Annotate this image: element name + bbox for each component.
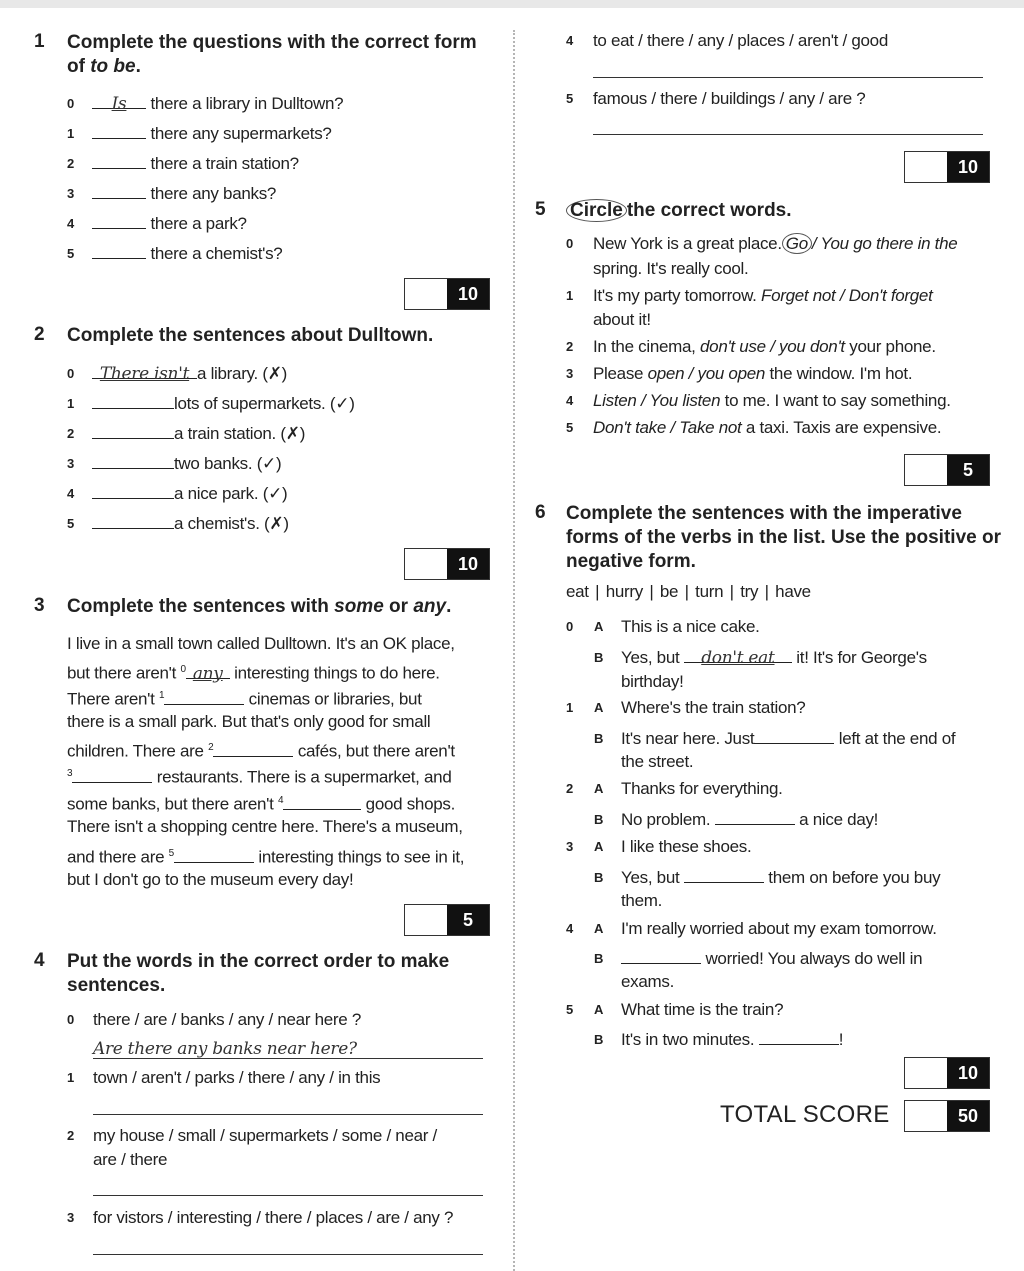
word-choice[interactable]: Listen / You listen [593, 391, 721, 410]
answer-line[interactable] [93, 1058, 483, 1059]
answer-line[interactable] [93, 1114, 483, 1115]
answer-blank[interactable] [92, 452, 174, 469]
question-3: there any banks? [92, 182, 276, 206]
score-box: 10 [404, 548, 490, 580]
sentence-0: New York is a great place. Go / You go there in the [593, 234, 958, 253]
word-prompt: town / aren't / parks / there / any / in this [93, 1068, 381, 1087]
word-prompt: for vistors / interesting / there / places / are / any ? [93, 1208, 454, 1227]
section-title: Complete the sentences with the imperative [566, 503, 962, 524]
sentence-1: It's my party tomorrow. Forget not / Don't forget [593, 286, 933, 305]
answer-blank[interactable] [715, 808, 795, 825]
question-5: there a chemist's? [92, 242, 282, 266]
answer-blank[interactable] [92, 392, 174, 409]
score-box: 5 [904, 454, 990, 486]
column-divider [513, 30, 515, 1271]
answer-blank[interactable] [92, 212, 146, 229]
sample-answer: Are there any banks near here? [93, 1039, 357, 1059]
answer-blank[interactable] [92, 482, 174, 499]
word-prompt: to eat / there / any / places / aren't / good [593, 31, 888, 50]
sentence-4: a nice park. (✓) [92, 482, 287, 506]
section-number: 3 [34, 595, 45, 616]
question-1: there any supermarkets? [92, 122, 332, 146]
word-choice[interactable]: open / you open [647, 364, 766, 383]
answer-line[interactable] [93, 1254, 483, 1255]
question-2: there a train station? [92, 152, 299, 176]
answer-line[interactable] [93, 1195, 483, 1196]
answer-blank[interactable] [759, 1028, 839, 1045]
answer-blank[interactable] [684, 866, 764, 883]
answer-blank[interactable] [174, 846, 254, 863]
sentence-2: In the cinema, don't use / you don't your phone. [593, 337, 936, 356]
word-prompt: my house / small / supermarkets / some / near / [93, 1126, 437, 1145]
score-box: 5 [404, 904, 490, 936]
answer-blank[interactable] [164, 688, 244, 705]
score-box: 10 [904, 1057, 990, 1089]
answer-blank[interactable] [621, 947, 701, 964]
top-edge [0, 0, 1024, 8]
section-title: Complete the sentences with some or any. [67, 596, 452, 617]
answer-blank[interactable] [92, 512, 174, 529]
section-title: Circle the correct words. [566, 199, 792, 223]
answer-blank[interactable] [283, 793, 361, 810]
section-title: Put the words in the correct order to make [67, 951, 450, 972]
answer-blank[interactable] [92, 422, 174, 439]
sentence-0: There isn't a library. (✗) [92, 362, 287, 386]
answer-blank[interactable] [754, 727, 834, 744]
answer-blank[interactable] [92, 122, 146, 139]
score-box: 10 [904, 151, 990, 183]
word-prompt: famous / there / buildings / any / are ? [593, 89, 866, 108]
total-score-box: 50 [904, 1100, 990, 1132]
section-number: 4 [34, 950, 45, 971]
answer-line[interactable] [593, 77, 983, 78]
question-4: there a park? [92, 212, 247, 236]
sentence-5: Don't take / Take not a taxi. Taxis are expensive. [593, 418, 942, 437]
section-title: Complete the sentences about Dulltown. [67, 325, 434, 346]
sentence-2: a train station. (✗) [92, 422, 305, 446]
answer-blank[interactable] [92, 182, 146, 199]
answer-blank[interactable] [213, 740, 293, 757]
sentence-4: Listen / You listen to me. I want to say something. [593, 391, 951, 410]
answer-blank[interactable] [92, 152, 146, 169]
sentence-1: lots of supermarkets. (✓) [92, 392, 355, 416]
answer-blank[interactable] [92, 242, 146, 259]
section-number: 5 [535, 199, 546, 220]
word-choice[interactable]: Don't take / Take not [593, 418, 742, 437]
question-0: Is there a library in Dulltown? [92, 92, 343, 116]
total-score-label: TOTAL SCORE [720, 1101, 890, 1128]
score-box: 10 [404, 278, 490, 310]
section-number: 6 [535, 502, 546, 523]
word-list: eat | hurry | be | turn | try | have [566, 582, 811, 601]
sentence-3: two banks. (✓) [92, 452, 281, 476]
section-title: Complete the questions with the correct form of to be. [67, 32, 477, 77]
answer-blank[interactable] [72, 766, 152, 783]
word-prompt: there / are / banks / any / near here ? [93, 1010, 362, 1029]
sentence-5: a chemist's. (✗) [92, 512, 289, 536]
answer-line[interactable] [593, 134, 983, 135]
item-number: 0 [67, 96, 75, 111]
section-number: 2 [34, 324, 45, 345]
section-number: 1 [34, 31, 45, 52]
sentence-3: Please open / you open the window. I'm hot. [593, 364, 913, 383]
word-choice[interactable]: Forget not / Don't forget [760, 286, 933, 305]
word-choice[interactable]: don't use / you don't [700, 337, 845, 356]
